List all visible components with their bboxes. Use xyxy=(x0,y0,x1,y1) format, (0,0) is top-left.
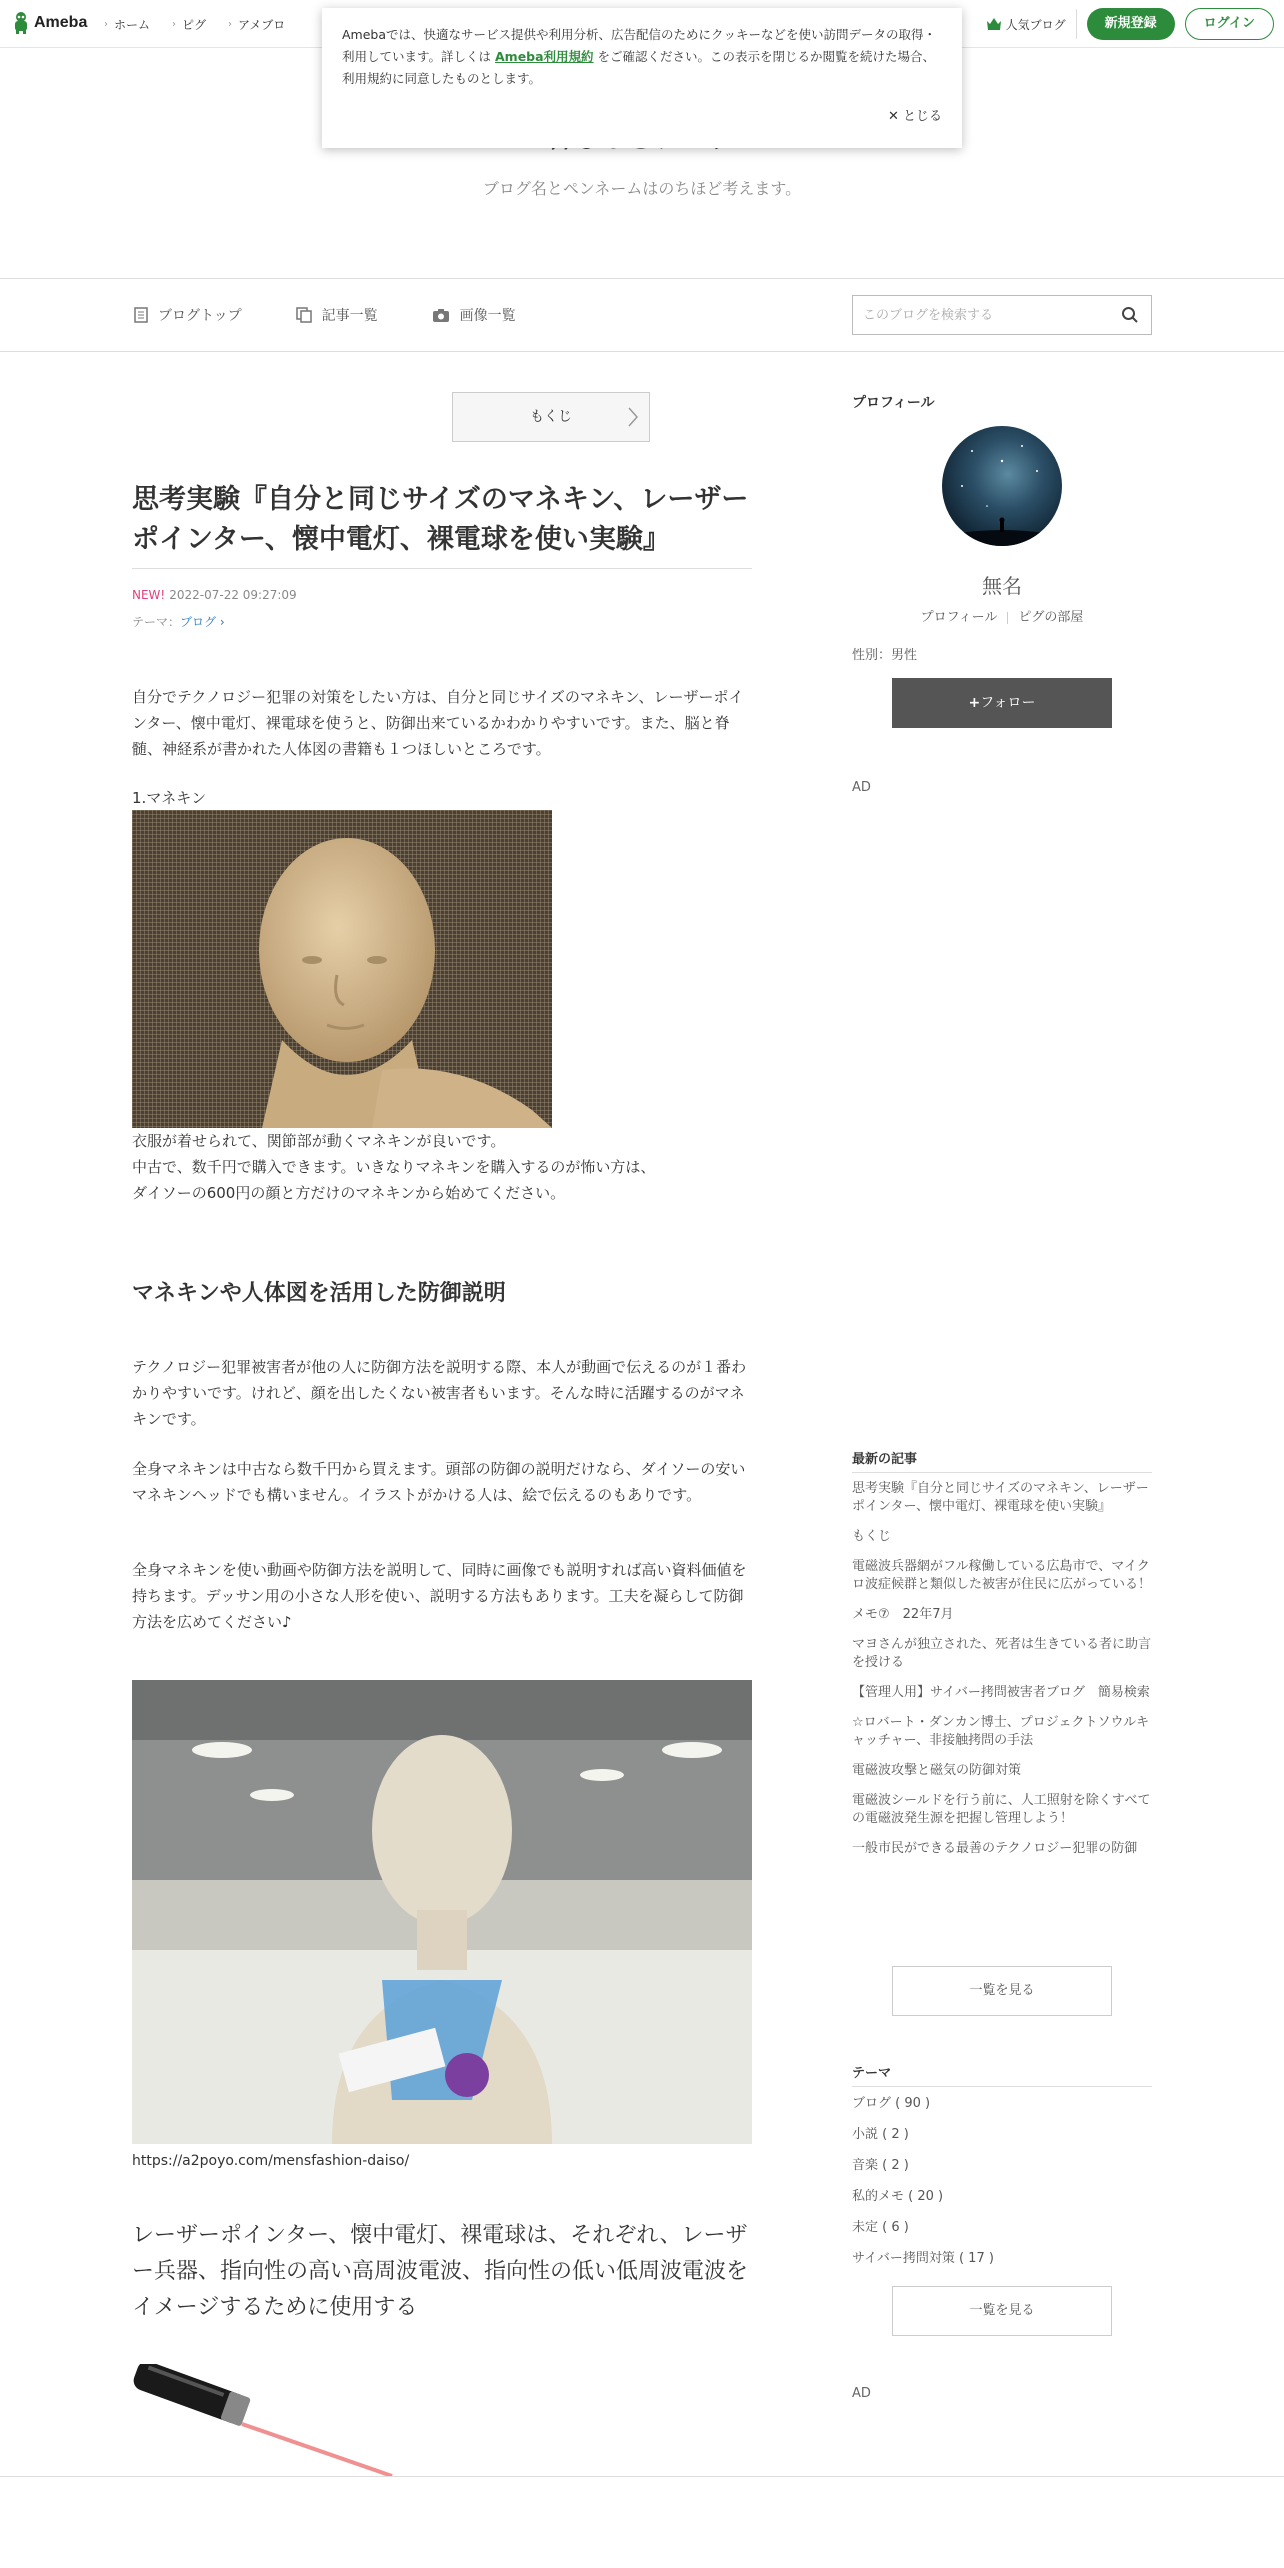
close-icon: ✕ xyxy=(887,109,903,124)
profile-link[interactable]: プロフィール xyxy=(920,610,998,625)
ameba-mascot-icon xyxy=(12,11,30,35)
section-heading-laser: レーザーポインター、懐中電灯、裸電球は、それぞれ、レーザー兵器、指向性の高い高周波電波、指向性の低い低周波電波をイメージするために使用する xyxy=(132,2223,749,2320)
register-button[interactable]: 新規登録 xyxy=(1087,8,1175,40)
profile-name[interactable]: 無名 xyxy=(982,574,1022,598)
article-meta xyxy=(132,588,297,602)
paragraph-defense-1: テクノロジー犯罪被害者が他の人に防御方法を説明する際、本人が動画で伝えるのが１番わかりやすいです。けれど、顔を出したくない被害者もいます。そんな時に活躍するのがマネキンです。 xyxy=(132,1358,747,1428)
blog-nav xyxy=(0,278,1284,352)
profile-links xyxy=(852,606,1152,625)
avatar[interactable] xyxy=(942,426,1062,546)
toc-button[interactable] xyxy=(452,392,650,442)
recent-article-link[interactable]: メモ⑦ 22年7月 xyxy=(852,1607,954,1622)
recent-article-link[interactable]: 一般市民ができる最善のテクノロジー犯罪の防御 xyxy=(852,1841,1138,1856)
search-icon[interactable] xyxy=(1121,306,1139,324)
ad-label: AD xyxy=(852,2386,871,2401)
cookie-close-button[interactable] xyxy=(888,106,942,128)
theme-link[interactable]: ブログ ( 90 ) xyxy=(852,2096,931,2111)
see-all-themes-button[interactable]: 一覧を見る xyxy=(892,2286,1112,2336)
theme-link[interactable]: 未定 ( 6 ) xyxy=(852,2220,909,2235)
ad-label: AD xyxy=(852,780,871,795)
section-heading-defense: マネキンや人体図を活用した防御説明 xyxy=(132,1281,506,1306)
theme-list xyxy=(852,2092,1152,2278)
theme-link[interactable]: サイバー拷問対策 ( 17 ) xyxy=(852,2251,994,2266)
nav-home-label: ホーム xyxy=(114,18,151,32)
popular-blog-label: 人気ブログ xyxy=(1005,17,1066,32)
plus-icon: + xyxy=(968,695,981,711)
nav-pig[interactable] xyxy=(172,16,206,33)
cookie-close-label: とじる xyxy=(902,109,942,124)
recent-article-link[interactable]: もくじ xyxy=(852,1529,892,1544)
recent-article-link[interactable]: マヨさんが独立された、死者は生きている者に助言を授ける xyxy=(852,1637,1152,1670)
follow-label: フォロー xyxy=(980,695,1036,711)
nav-pig-label: ピグ xyxy=(182,18,207,32)
global-nav xyxy=(104,16,285,33)
recent-heading: 最新の記事 xyxy=(852,1452,918,1467)
divider xyxy=(852,1472,1152,1473)
cookie-text-2: をご確認ください。この表示を閉じるか閲覧を続けた場合、利用規約に同意したものとします。 xyxy=(342,49,936,86)
ameba-logo[interactable] xyxy=(12,11,87,35)
blog-top-label: ブログトップ xyxy=(158,308,242,324)
nav-ameblo-label: アメブロ xyxy=(238,18,286,32)
follow-button[interactable] xyxy=(892,678,1112,728)
blog-top-link[interactable] xyxy=(134,305,242,325)
chevron-right-icon: › xyxy=(172,19,177,30)
chevron-right-icon: › xyxy=(228,19,233,30)
login-button[interactable]: ログイン xyxy=(1185,8,1274,40)
theme-link[interactable]: 音楽 ( 2 ) xyxy=(852,2158,909,2173)
camera-icon xyxy=(432,308,450,323)
image-caption[interactable]: https://a2poyo.com/mensfashion-daiso/ xyxy=(132,2153,410,2169)
article-date: 2022-07-22 09:27:09 xyxy=(169,588,297,602)
divider xyxy=(1007,612,1008,624)
chevron-right-icon: › xyxy=(216,615,225,629)
terms-link[interactable]: Ameba利用規約 xyxy=(495,49,594,64)
recent-article-link[interactable]: 電磁波兵器網がフル稼働している広島市で、マイクロ波症候群と類似した被害が住民に広がっている！ xyxy=(852,1559,1152,1592)
recent-articles-list xyxy=(852,1480,1152,1870)
recent-article-link[interactable]: 電磁波シールドを行う前に、人工照射を除くすべての電磁波発生源を把握し管理しよう！ xyxy=(852,1793,1151,1826)
blog-subtitle: ブログ名とペンネームはのちほど考えます。 xyxy=(482,179,802,198)
title-divider xyxy=(132,568,752,569)
pig-room-link[interactable]: ピグの部屋 xyxy=(1018,610,1084,625)
article-list-label: 記事一覧 xyxy=(321,308,378,324)
image-list-link[interactable] xyxy=(432,305,516,325)
recent-article-link[interactable]: 電磁波攻撃と磁気の防御対策 xyxy=(852,1763,1022,1778)
toc-label: もくじ xyxy=(530,409,572,425)
chevron-right-icon xyxy=(627,406,639,428)
mannequin-head-image[interactable] xyxy=(132,810,552,1128)
theme-link[interactable]: 私的メモ ( 20 ) xyxy=(852,2189,944,2204)
chevron-right-icon: › xyxy=(104,19,108,30)
new-badge: NEW! xyxy=(132,588,166,602)
paragraph-mannequin-1: 衣服が着せられて、関節部が動くマネキンが良いです。 xyxy=(132,1132,506,1150)
see-all-articles-button[interactable]: 一覧を見る xyxy=(892,1966,1112,2016)
divider xyxy=(852,2086,1152,2087)
milky-way-avatar-drawing xyxy=(942,426,1062,546)
cookie-notice xyxy=(322,8,962,148)
footer-divider xyxy=(0,2476,1284,2477)
paragraph-defense-2: 全身マネキンは中古なら数千円から買えます。頭部の防御の説明だけなら、ダイソーの安いマネキンヘッドでも構いません。イラストがかける人は、絵で伝えるのもありです。 xyxy=(132,1460,746,1504)
paragraph-intro: 自分でテクノロジー犯罪の対策をしたい方は、自分と同じサイズのマネキン、レーザーポインター、懐中電灯、裸電球を使うと、防御出来ているかわかりやすいです。また、脳と脊髄、神経系が書かれた人体図の書籍も１つほしいところです。 xyxy=(132,688,744,758)
crown-icon xyxy=(986,17,1002,31)
header-actions xyxy=(986,8,1274,40)
blog-search-input[interactable] xyxy=(853,296,1103,334)
paragraph-defense-3: 全身マネキンを使い動画や防御方法を説明して、同時に画像でも説明すれば高い資料価値を持ちます。デッサン用の小さな人形を使い、説明する方法もあります。工夫を凝らして防御方法を広めてください♪ xyxy=(132,1561,747,1631)
recent-article-link[interactable]: 思考実験『自分と同じサイズのマネキン、レーザーポインター、懐中電灯、裸電球を使い実験』 xyxy=(852,1481,1149,1514)
document-icon xyxy=(134,307,148,323)
theme-label: テーマ： xyxy=(132,615,181,629)
paragraph-mannequin-2: 中古で、数千円で購入できます。いきなりマネキンを購入するのが怖い方は、 xyxy=(132,1158,656,1176)
popular-blog-link[interactable] xyxy=(986,9,1077,39)
blog-search xyxy=(852,295,1152,335)
daiso-mannequin-drawing xyxy=(132,1680,752,2144)
theme-link[interactable]: 小説 ( 2 ) xyxy=(852,2127,909,2142)
image-list-label: 画像一覧 xyxy=(459,308,516,324)
theme-heading: テーマ xyxy=(852,2066,892,2081)
recent-article-link[interactable]: 【管理人用】サイバー拷問被害者ブログ 簡易検索 xyxy=(852,1685,1150,1700)
mannequin-head-drawing xyxy=(132,810,552,1128)
laser-pointer-drawing xyxy=(132,2364,412,2476)
daiso-mannequin-image[interactable] xyxy=(132,1680,752,2144)
theme-link[interactable]: ブログ xyxy=(180,615,217,629)
profile-gender: 性別：男性 xyxy=(852,648,918,663)
recent-article-link[interactable]: ☆ロバート・ダンカン博士、プロジェクトソウルキャッチャー、非接触拷問の手法 xyxy=(852,1715,1150,1748)
logo-text: Ameba xyxy=(34,14,88,31)
profile-heading: プロフィール xyxy=(852,395,935,411)
section-heading-mannequin: 1.マネキン xyxy=(132,789,207,807)
copy-icon xyxy=(296,307,312,323)
cookie-text-1: Amebaでは、快適なサービス提供や利用分析、広告配信のためにクッキーなどを使い訪問データの取得・利用しています。詳しくは xyxy=(342,27,937,64)
article-theme xyxy=(132,613,225,630)
article-list-link[interactable] xyxy=(296,305,378,325)
paragraph-mannequin-3: ダイソーの600円の顔と方だけのマネキンから始めてください。 xyxy=(132,1184,566,1202)
article-title[interactable]: 思考実験『自分と同じサイズのマネキン、レーザーポインター、懐中電灯、裸電球を使い実験』 xyxy=(132,484,749,555)
nav-home[interactable] xyxy=(104,16,150,33)
nav-ameblo[interactable] xyxy=(228,16,285,33)
laser-pointer-image[interactable] xyxy=(132,2364,412,2476)
